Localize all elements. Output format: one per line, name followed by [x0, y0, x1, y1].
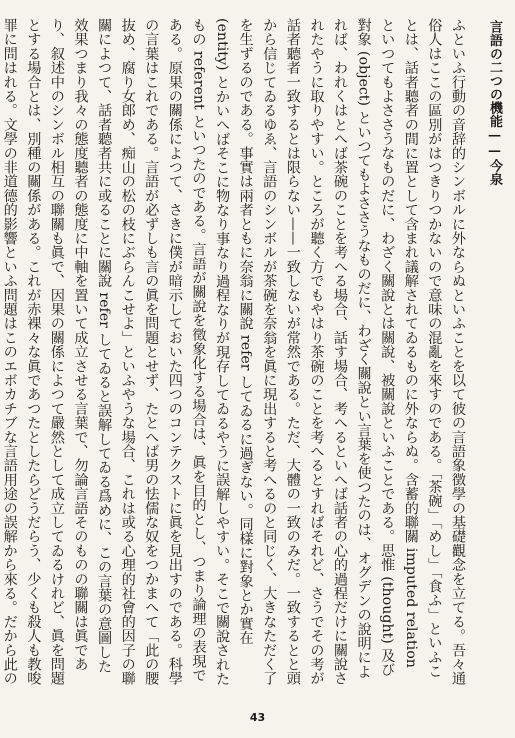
main-text [1, 18, 469, 686]
page-number: 43 [249, 711, 266, 724]
running-header: 言語の二つの機能——今泉 [487, 20, 502, 186]
body-paragraph-1: ふといふ行動の音辞的シンボルに外ならぬといふことを以て彼の言語象徴學の基礎觀念を立てる。吾々通俗人はここの區別がはつきりつかないので意味の混亂を來すのである。「茶碗」「めし」「食ふ」といふことは、話者聽者の間に置として含まれ議解されてゐるものに外ならぬ。含蓄的聯關 imputed relation といつてもよささうなものだに、わざく關說とは關說、被關說といふことである。思惟 (thought) 及び對象 (object) といつてもよささうなものだに、わざく關說とい言葉を使つたのは、オグデンの說明によれば、われくはとへば茶碗のことを考へる場合、話す場合、考へるといへば話者の心的過程だけに關說されたやうに取りやすい。ところが聽く方でもやはり茶碗のことを考へるとすればそれど、さうでその考が話者聽者一致するとは限らない——一致しないが常然である。ただ、大體の一致のみだ。一致するとと頭から信じてゐるゆゑ、言語のシンボルが茶碗を奈翁を眞に現出すると考へるのと同じく、大きなただく了を生ずるのである。事實は兩者ともに奈翁に關說 refer してゐるに過ぎない。同樣に對象とか實在 (entity) とかいへばそこに物なり事なり過程なりが現存してゐるやうに誤解しやすい。そこで關說されたもの referent といつたのである。言語が關說を徵象化する場合は、眞を目的とし、つまり論理の表現である。原果の關係によつて、さきに僕が暗示しておいた四つのコンテクストに眞を見出すのである。科學の言葉はこれである。言語が必ずしも言の眞を問題とせず、たとへば男の怯儒な奴をつかまへて「此の腰抜め、腐り女郎め、痴山の松の枝にぶらんこせよ」といふやうな場合、これは或る心理的社會的因子の聯關によつて、話者聽者共に或ることに關說 refer してゐると誤解してゐる爲めに、この言葉の意圖した效果つまり我々の態度聽者の態度に中軸を置いて成立させる言葉で、勿論言語そのものの聯關は眞であり、叙述中のシンボル相互の聯關も眞で、因果の關係によつて嚴然として成立してゐるけれど、眞を問題とする場合とは、別種の關係がある。これが赤裸々な眞であつたとしたらどうだらう、少くも殺人も教唆罪に問はれる。文學の非道德的影響といふ問題はこのエボカチブな言語用途の誤解から來る。だから此の [1, 18, 466, 686]
